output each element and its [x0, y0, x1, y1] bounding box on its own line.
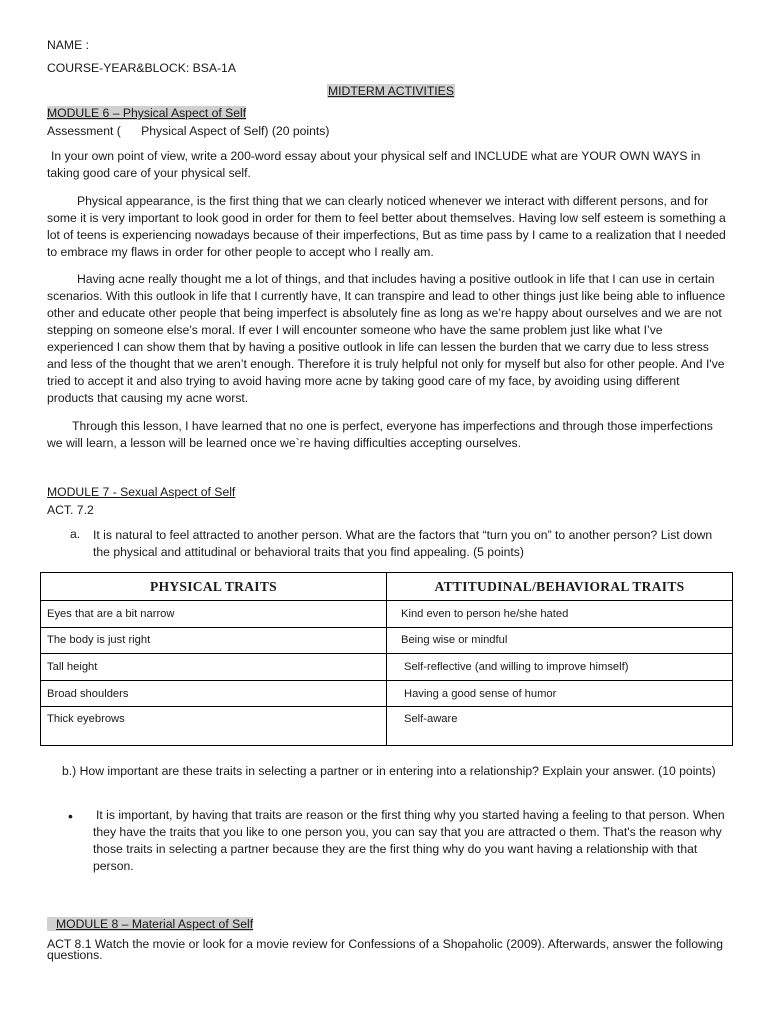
essay-paragraph-3: Through this lesson, I have learned that no one is perfect, everyone has imperfections and through those imperfections we will learn, a lesson will be learned once we`re having difficulties accepting ourselves.: [47, 419, 713, 450]
attitudinal-trait-cell: Being wise or mindful: [387, 627, 733, 654]
module8-act: ACT 8.1 Watch the movie or look for a movie review for Confessions of a Shopaholic (2009). Afterwards, answer the following questions.: [47, 937, 724, 962]
module7-heading: MODULE 7 - Sexual Aspect of Self: [47, 485, 236, 499]
physical-trait-cell: Eyes that are a bit narrow: [41, 601, 387, 628]
attitudinal-trait-cell: Kind even to person he/she hated: [387, 601, 733, 628]
attitudinal-trait-cell: Self-reflective (and willing to improve himself): [387, 654, 733, 681]
attitudinal-traits-header: ATTITUDINAL/BEHAVIORAL TRAITS: [387, 573, 733, 601]
table-row: [41, 680, 733, 707]
bullet-icon: •: [68, 808, 73, 824]
physical-traits-header: PHYSICAL TRAITS: [41, 573, 387, 601]
document-title: MIDTERM ACTIVITIES: [328, 84, 454, 98]
essay-paragraph-2: Having acne really thought me a lot of things, and that includes having a positive outlook in life that I can use in certain scenarios. With this outlook in life that I currently have, It can transpire and lead to other things just like being able to influence other and educate other people that being imperfect is absolutely fine as long as we’re happy about ourselves and we are not stepping on someone else’s moral. If ever I will encounter someone who have the same problem just like what I’ve experienced I can show them that by having a positive outlook in life can lessen the burden that we carry due to less stress and less of the thought that we aren’t enough. Therefore it is truly helpful not only for myself but also for other people. And I've tried to accept it and also trying to avoid having more acne by taking good care of my face, by avoiding using different products that causing my acne worst.: [47, 272, 726, 405]
module6-prompt: In your own point of view, write a 200-word essay about your physical self and INCLUDE what are YOUR OWN WAYS in taking good care of your physical self.: [47, 149, 701, 180]
essay-paragraph-1: Physical appearance, is the first thing that we can clearly noticed whenever we interact with different persons, and for some it is very important to look good in order for them to feel better about themselves. Having low self esteem is something a lot of teens is experiencing nowadays because of their imperfections, But as time pass by I came to a realization that I needed to embrace my flaws in order for other people to accept who I really am.: [47, 194, 726, 259]
table-row: [41, 654, 733, 681]
name-label: NAME :: [47, 38, 89, 52]
item-b-question: b.) How important are these traits in selecting a partner or in entering into a relationship? Explain your answer. (10 points): [62, 764, 716, 778]
course-label: COURSE-YEAR&BLOCK: BSA-1A: [47, 61, 236, 75]
item-b-answer: It is important, by having that traits are reason or the first thing why you started having a feeling to that person. When they have the traits that you like to one person you, you can say that you are attracted o them. That's the reason why those traits in selecting a partner because they are the first thing why do you want having a relationship with that person.: [93, 808, 725, 873]
table-row: [41, 707, 733, 746]
table-row: [41, 601, 733, 628]
item-a-marker: a.: [70, 527, 81, 541]
table-row: [41, 627, 733, 654]
attitudinal-trait-cell: Having a good sense of humor: [387, 680, 733, 707]
traits-table: [40, 572, 733, 746]
module7-act: ACT. 7.2: [47, 503, 94, 517]
module6-heading: MODULE 6 – Physical Aspect of Self: [47, 106, 247, 120]
module6-assessment: Assessment ( Physical Aspect of Self) (20 points): [47, 124, 330, 138]
physical-trait-cell: Thick eyebrows: [41, 707, 387, 746]
traits-table-header-row: [41, 573, 733, 601]
item-a-question: It is natural to feel attracted to another person. What are the factors that “turn you on” to another person? List down the physical and attitudinal or behavioral traits that you find appealing. (5 points): [93, 528, 713, 559]
attitudinal-trait-cell: Self-aware: [387, 707, 733, 746]
physical-trait-cell: Tall height: [41, 654, 387, 681]
physical-trait-cell: Broad shoulders: [41, 680, 387, 707]
physical-trait-cell: The body is just right: [41, 627, 387, 654]
module8-heading: MODULE 8 – Material Aspect of Self: [47, 917, 253, 931]
